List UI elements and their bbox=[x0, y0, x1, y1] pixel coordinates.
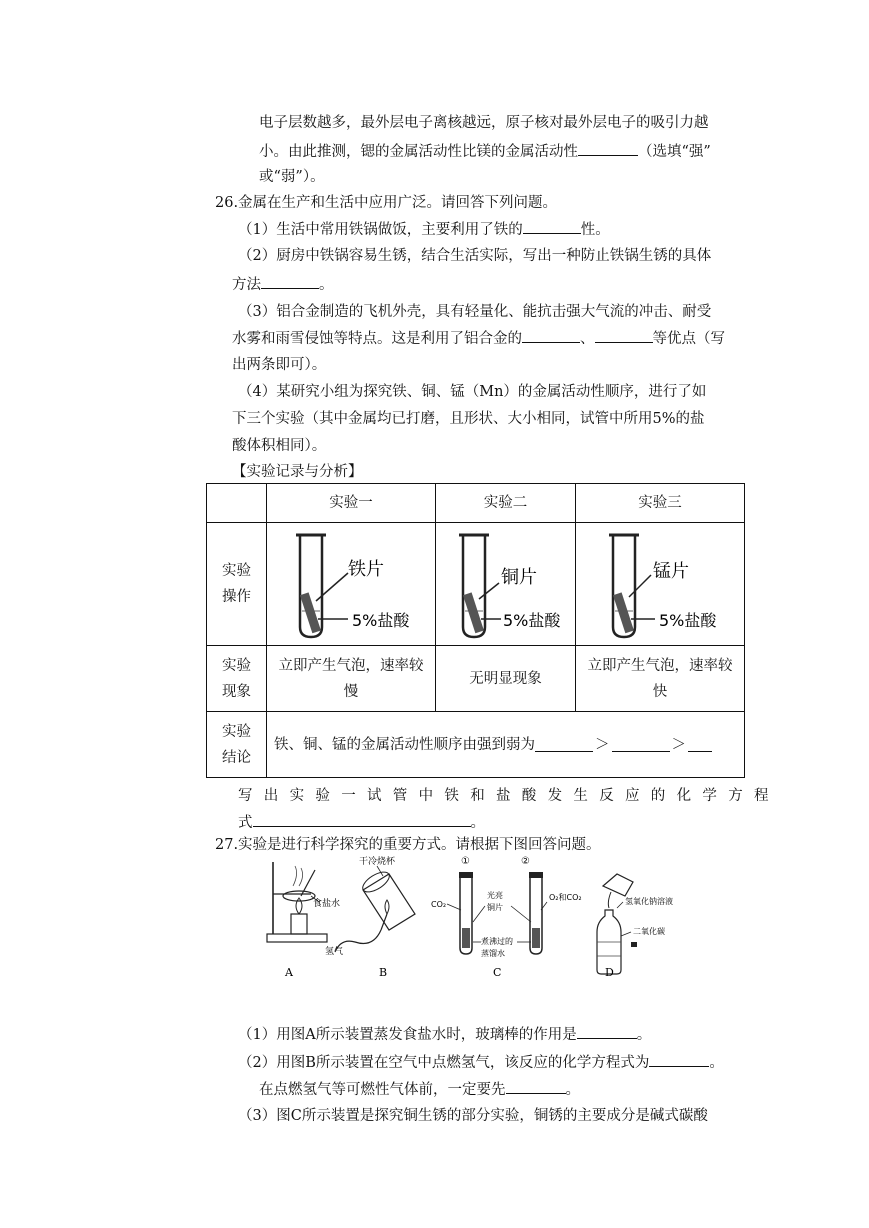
figure-c-label: C bbox=[493, 966, 502, 979]
text-span: （2）用图B所示装置在空气中点燃氢气，该反应的化学方程式为 bbox=[238, 1055, 650, 1071]
text-line bbox=[238, 1052, 724, 1073]
figure-c-water-label: 煮沸过的 bbox=[481, 937, 513, 946]
figure-c-copper bbox=[431, 856, 582, 979]
gt-sign: ＞ bbox=[671, 736, 686, 753]
text-line: 出两条即可）。 bbox=[232, 357, 327, 373]
question-26: 26.金属在生产和生活中应用广泛。请回答下列问题。 bbox=[215, 195, 558, 211]
text-line bbox=[232, 328, 725, 349]
text-span: 。 bbox=[470, 815, 485, 831]
text-line bbox=[232, 274, 334, 295]
acid-label: 5%盐酸 bbox=[659, 611, 717, 630]
text-span: 在点燃氢气等可燃性气体前，一定要先 bbox=[259, 1082, 506, 1098]
text-span: 、 bbox=[580, 331, 595, 347]
gt-sign: ＞ bbox=[595, 736, 610, 753]
acid-label: 5%盐酸 bbox=[352, 611, 410, 630]
text-span: 水雾和雨雪侵蚀等特点。这是利用了铝合金的 bbox=[232, 331, 522, 347]
text-line bbox=[238, 219, 610, 240]
experiment-table bbox=[206, 483, 745, 778]
figure-b-cup-label: 干冷烧杯 bbox=[359, 857, 396, 867]
text-line bbox=[238, 812, 485, 833]
answer-blank[interactable] bbox=[261, 274, 319, 289]
figure-c-copper-label: 光亮 bbox=[487, 891, 503, 900]
row-label-conclusion: 实验 结论 bbox=[222, 723, 251, 766]
answer-blank[interactable] bbox=[535, 737, 593, 752]
section-heading: 【实验记录与分析】 bbox=[232, 464, 363, 480]
text-line: （3）图C所示装置是探究铜生锈的部分实验，铜锈的主要成分是碱式碳酸 bbox=[238, 1108, 708, 1124]
figure-b-hydrogen bbox=[325, 855, 415, 979]
figure-b-label: B bbox=[379, 966, 388, 979]
figure-a-salt-label: 食盐水 bbox=[313, 899, 341, 909]
metal-label: 铁片 bbox=[348, 559, 384, 580]
figure-a-label: A bbox=[285, 966, 293, 979]
figure-d-label: D bbox=[605, 966, 614, 979]
figure-c-o2co2-label: O₂和CO₂ bbox=[549, 893, 582, 902]
text-line: 或“弱”）。 bbox=[259, 169, 325, 185]
figure-c-water-label2: 蒸馏水 bbox=[481, 949, 505, 958]
text-line bbox=[238, 1024, 651, 1045]
text-span: （1）用图A所示装置蒸发食盐水时，玻璃棒的作用是 bbox=[238, 1027, 577, 1043]
text-span: 。 bbox=[565, 1082, 580, 1098]
phenomenon-exp1: 立即产生气泡，速率较 慢 bbox=[278, 657, 424, 700]
figure-c-n2: ② bbox=[521, 856, 530, 867]
text-line: （4）某研究小组为探究铁、铜、锰（Mn）的金属活动性顺序，进行了如 bbox=[238, 384, 707, 400]
text-span: 性。 bbox=[580, 222, 610, 238]
text-line: 酸体积相同）。 bbox=[232, 438, 327, 454]
answer-blank[interactable] bbox=[612, 737, 670, 752]
answer-blank[interactable] bbox=[578, 141, 638, 156]
question-27: 27.实验是进行科学探究的重要方式。请根据下图回答问题。 bbox=[215, 837, 601, 853]
row-label-phenomenon: 实验 现象 bbox=[222, 657, 251, 700]
figure-a-evaporation bbox=[267, 862, 340, 979]
header-exp1: 实验一 bbox=[329, 495, 373, 511]
phenomenon-exp2: 无明显现象 bbox=[469, 670, 542, 687]
text-line: 下三个实验（其中金属均已打磨，且形状、大小相同，试管中所用5%的盐 bbox=[232, 411, 705, 427]
text-line bbox=[259, 1079, 580, 1100]
header-exp2: 实验二 bbox=[483, 495, 528, 511]
row-label-operation: 实验 操作 bbox=[222, 563, 251, 605]
text-span: 式 bbox=[238, 815, 253, 831]
conclusion-cell bbox=[274, 712, 744, 777]
header-exp3: 实验三 bbox=[638, 495, 682, 511]
text-span: 。 bbox=[709, 1055, 724, 1071]
figure-b-h2-label: 氢气 bbox=[325, 947, 344, 957]
figure-c-copper-label2: 铜片 bbox=[487, 903, 503, 912]
text-line: （3）铝合金制造的飞机外壳，具有轻量化、能抗击强大气流的冲击、耐受 bbox=[238, 304, 712, 320]
answer-blank[interactable] bbox=[506, 1079, 566, 1094]
test-tube-manganese-figure bbox=[599, 531, 739, 641]
phenomenon-exp3: 立即产生气泡，速率较 快 bbox=[587, 657, 733, 700]
text-span: （选填“强” bbox=[638, 144, 711, 160]
text-span: 小。由此推测，锶的金属活动性比镁的金属活动性 bbox=[259, 144, 578, 160]
answer-blank[interactable] bbox=[595, 328, 653, 343]
metal-label: 锰片 bbox=[653, 561, 689, 582]
text-span: 。 bbox=[319, 277, 334, 293]
apparatus-figures bbox=[255, 852, 735, 984]
text-span: 等优点（写 bbox=[652, 331, 725, 347]
text-line: 电子层数越多，最外层电子离核越远，原子核对最外层电子的吸引力越 bbox=[259, 115, 709, 131]
figure-d-co2-label: 二氧化碳 bbox=[633, 927, 665, 936]
answer-blank[interactable] bbox=[577, 1024, 637, 1039]
metal-label: 铜片 bbox=[501, 567, 537, 588]
figure-d-naoh-label: 氢氧化钠溶液 bbox=[625, 897, 673, 906]
conclusion-text: 铁、铜、锰的金属活动性顺序由强到弱为 bbox=[274, 736, 535, 753]
text-span: 方法 bbox=[232, 277, 261, 293]
figure-c-n1: ① bbox=[461, 856, 470, 867]
acid-label: 5%盐酸 bbox=[503, 611, 561, 630]
text-line: （2）厨房中铁锅容易生锈，结合生活实际，写出一种防止铁锅生锈的具体 bbox=[238, 248, 712, 264]
test-tube-iron-figure bbox=[286, 531, 426, 641]
text-span: （1）生活中常用铁锅做饭，主要利用了铁的 bbox=[238, 222, 523, 238]
answer-blank[interactable] bbox=[522, 328, 580, 343]
answer-blank[interactable] bbox=[649, 1052, 709, 1067]
text-span: 。 bbox=[636, 1027, 652, 1043]
text-line: 写出实验一试管中铁和盐酸发生反应的化学方程 bbox=[238, 788, 780, 804]
figure-d-bottle bbox=[597, 874, 673, 979]
answer-blank[interactable] bbox=[253, 812, 471, 827]
test-tube-copper-figure bbox=[449, 531, 574, 641]
answer-blank[interactable] bbox=[523, 219, 581, 234]
text-line bbox=[259, 141, 711, 162]
answer-blank[interactable] bbox=[688, 737, 712, 752]
figure-c-co2-label: CO₂ bbox=[431, 900, 447, 909]
